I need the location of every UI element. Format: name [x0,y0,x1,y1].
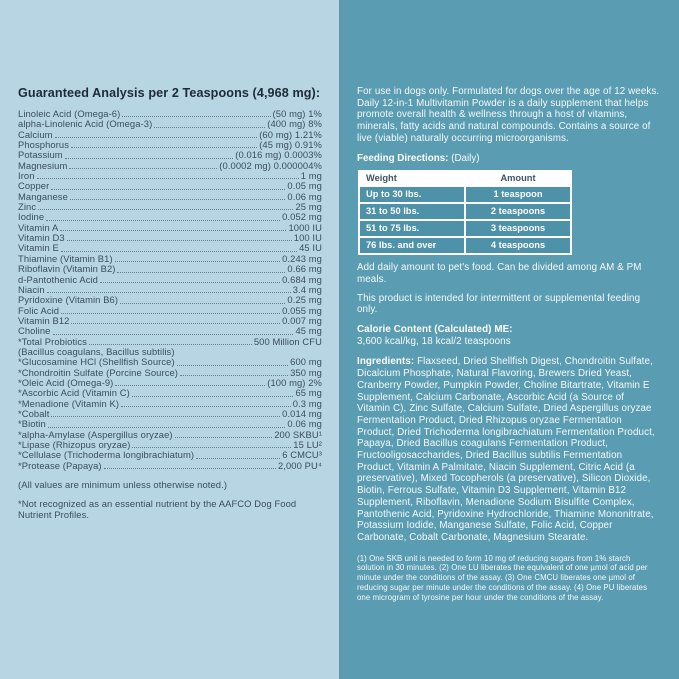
analysis-row [18,202,322,212]
nutrient-value: (60 mg) 1.21% [259,128,322,140]
nutrient-name: alpha-Linolenic Acid (Omega-3) [18,118,153,130]
amount-cell: 4 teaspoons [466,238,570,253]
nutrient-name: d-Pantothenic Acid [18,273,98,285]
nutrient-name: Manganese [18,190,68,202]
nutrient-name: Iron [18,170,35,182]
nutrient-name: *Cobalt [18,407,50,419]
nutrient-value: (45 mg) 0.91% [259,139,322,151]
dotted-leader [47,292,291,293]
dotted-leader [104,468,276,469]
feeding-table-row [360,204,570,219]
dotted-leader [175,437,273,438]
nutrient-value: 0.25 mg [287,294,322,306]
analysis-row [18,326,322,336]
feeding-directions-label: Feeding Directions: [357,152,449,164]
nutrient-name: Iodine [18,211,45,223]
nutrient-value: 500 Million CFU [253,335,322,347]
dotted-leader [196,458,280,459]
feeding-directions-heading [357,153,660,165]
feeding-table-row [360,187,570,202]
dotted-leader [71,323,280,324]
dotted-leader [71,147,257,148]
nutrient-value: 0.66 mg [287,263,322,275]
guaranteed-analysis-panel [0,0,339,679]
nutrient-value: 25 mg [295,201,322,213]
analysis-row [18,233,322,243]
nutrient-value: 3.4 mg [292,283,322,295]
minimum-values-note: (All values are minimum unless otherwise noted.) [18,479,228,491]
dotted-leader [55,137,258,138]
nutrient-value: 65 mg [295,387,322,399]
nutrient-name: *Protease (Papaya) [18,459,102,471]
analysis-row [18,316,322,326]
dotted-leader [70,199,286,200]
nutrient-value: 0.243 mg [282,252,322,264]
ingredients-paragraph [357,356,660,543]
dotted-leader [48,427,286,428]
dotted-leader [120,303,285,304]
weight-cell: 76 lbs. and over [360,238,464,253]
nutrient-name: *Total Probiotics [18,335,87,347]
dotted-leader [115,385,265,386]
nutrient-name: (Bacillus coagulans, Bacillus subtilis) [18,345,175,357]
feeding-table-row [360,221,570,236]
analysis-row [18,192,322,202]
analysis-row [18,275,322,285]
nutrient-value: 45 mg [295,325,322,337]
dotted-leader [100,282,280,283]
nutrient-name: Niacin [18,283,45,295]
nutrient-value: 350 mg [290,366,322,378]
nutrient-value: 200 SKBU¹ [274,428,322,440]
nutrient-value: 0.014 mg [282,407,322,419]
dotted-leader [37,178,299,179]
dotted-leader [38,209,293,210]
intro-paragraph: For use in dogs only. Formulated for dogs over the age of 12 weeks. Daily 12-in-1 Multivitamin Powder is a daily supplement that helps promote overall health & wellness through a host of vitamins, minerals, fatty acids and natural compounds. Contains a source of live (viable) naturally occurring microorganisms. [357,86,660,144]
analysis-row [18,264,322,274]
dotted-leader [117,272,285,273]
dotted-leader [65,158,234,159]
nutrient-name: Vitamin B12 [18,314,70,326]
nutrient-name: Potassium [18,149,63,161]
dotted-leader [67,240,292,241]
nutrient-name: Vitamin A [18,221,59,233]
dotted-leader [154,127,265,128]
weight-cell: Up to 30 lbs. [360,187,464,202]
nutrient-name: *Glucosamine HCl (Shellfish Source) [18,356,175,368]
analysis-row [18,295,322,305]
feeding-table-body [360,187,570,253]
nutrient-value: 15 LU² [293,439,322,450]
analysis-row [18,171,322,181]
feeding-table-header-weight: Weight [360,172,464,185]
nutrient-name: Vitamin E [18,242,59,254]
add-daily-paragraph: Add daily amount to pet's food. Can be divided among AM & PM meals. [357,262,642,285]
nutrient-value: (100 mg) 2% [267,376,322,388]
nutrient-name: Zinc [18,201,37,213]
nutrient-name: *Cellulase (Trichoderma longibrachiatum) [18,449,195,461]
nutrient-value: 0.05 mg [287,180,322,192]
dotted-leader [132,447,291,448]
calorie-content-value: 3,600 kcal/kg, 18 kcal/2 teaspoons [357,335,511,347]
feeding-table-row [360,238,570,253]
nutrient-value: (50 mg) 1% [272,108,322,119]
nutrient-value: 0.06 mg [287,190,322,202]
analysis-row [18,161,322,171]
nutrient-name: *Lipase (Rhizopus oryzae) [18,439,131,450]
nutrient-name: Phosphorus [18,139,70,151]
dotted-leader [121,406,291,407]
ingredients-label: Ingredients: [357,356,415,368]
nutrient-value: 600 mg [290,356,322,368]
dotted-leader [51,416,280,417]
dotted-leader [51,189,285,190]
analysis-row [18,399,322,409]
dotted-leader [69,168,217,169]
unit-definition-footnotes: (1) One SKB unit is needed to form 10 mg of reducing sugars from 1% starch solution in 30 minutes. (2) One LU liberates the equivalent of one µmol of acid per minute under the conditions of the assay. (3) One CMCU liberates one µmol of reducing sugar per minute under the conditions of the assay. (4) One PU liberates one microgram of tyrosine per hour under the conditions of the assay. [357,553,648,602]
analysis-list [18,109,322,471]
feeding-table [358,170,572,255]
nutrient-value: 100 IU [293,232,322,244]
nutrient-name: *Ascorbic Acid (Vitamin C) [18,387,130,399]
nutrient-value: 2,000 PU⁴ [277,459,322,471]
dotted-leader [132,396,294,397]
feeding-directions-frequency: (Daily) [451,152,480,164]
nutrient-name: Vitamin D3 [18,232,65,244]
usage-info-panel [339,0,679,679]
amount-cell: 3 teaspoons [466,221,570,236]
nutrient-name: Copper [18,180,50,192]
weight-cell: 51 to 75 lbs. [360,221,464,236]
nutrient-value: 1000 IU [288,221,322,233]
nutrient-name: Folic Acid [18,304,60,316]
nutrient-name: Linoleic Acid (Omega-6) [18,108,121,119]
dotted-leader [61,313,280,314]
intermittent-feeding-paragraph: This product is intended for intermittent or supplemental feeding only. [357,292,641,316]
nutrient-value: (0.016 mg) 0.0003% [235,149,322,161]
aafco-note: *Not recognized as an essential nutrient by the AAFCO Dog Food Nutrient Profiles. [18,498,297,521]
analysis-row [18,461,322,471]
nutrient-value: 0.052 mg [282,211,322,223]
dotted-leader [177,365,288,366]
ingredients-list: Flaxseed, Dried Shellfish Digest, Chondroitin Sulfate, Dicalcium Phosphate, Natural Flavoring, Brewers Dried Yeast, Cranberry Powder, Pumpkin Powder, Choline Bitartrate, Vitamin E Supplement, Calcium Carbonate, Ascorbic Acid (a Source of Vitamin C), Zinc Sulfate, Calcium Sulfate, Dried Aspergillus oryzae Fermentation Product, Dried Rhizopus oryzae Fermentation Product, Dried Trichoderma longibrachiatum Fermentation Product, Papaya, Dried Bacillus coagulans Fermentation Product, Fructooligosaccharides, Dried Bacillus subtilis Fermentation Product, Vitamin A Palmitate, Niacin Supplement, Citric Acid (a preservative), Mixed Tocopherols (a preservative), Silicon Dioxide, Biotin, Ferrous Sulfate, Vitamin D3 Supplement, Vitamin B12 Supplement, Riboflavin, Menadione Sodium Bisulfite Complex, Pantothenic Acid, Pyridoxine Hydrochloride, Thiamine Mononitrate, Potassium Iodide, Manganese Sulfate, Folic Acid, Copper Carbonate, Cobalt Carbonate, Magnesium Stearate. [357,356,655,543]
guaranteed-analysis-title: Guaranteed Analysis per 2 Teaspoons (4,968 mg): [18,86,321,100]
weight-cell: 31 to 50 lbs. [360,204,464,219]
nutrient-value: 0.055 mg [282,304,322,316]
dotted-leader [115,261,280,262]
nutrient-name: *Menadione (Vitamin K) [18,397,120,409]
nutrient-name: Riboflavin (Vitamin B2) [18,263,116,275]
nutrient-name: Choline [18,325,51,337]
dotted-leader [60,230,286,231]
nutrient-value: 45 IU [299,242,322,254]
analysis-row [18,409,322,419]
amount-cell: 2 teaspoons [466,204,570,219]
nutrient-value: 0.007 mg [282,314,322,326]
nutrient-value: (400 mg) 8% [267,118,322,130]
nutrient-name: Pyridoxine (Vitamin B6) [18,294,119,306]
nutrient-value: 0.06 mg [287,418,322,430]
nutrient-name: Magnesium [18,159,68,171]
nutrient-name: *Oleic Acid (Omega-9) [18,376,114,388]
nutrient-name: Thiamine (Vitamin B1) [18,252,113,264]
nutrient-value: 0.3 mg [292,397,322,409]
nutrient-name: *Chondroitin Sulfate (Porcine Source) [18,366,179,378]
nutrient-value: 6 CMCU³ [282,449,322,461]
dotted-leader [180,375,288,376]
nutrient-value: 1 mg [300,170,322,182]
dotted-leader [53,334,294,335]
nutrient-name: *Biotin [18,418,46,430]
dotted-leader [122,116,270,117]
nutrient-name: Calcium [18,128,53,140]
dotted-leader [61,251,297,252]
nutrient-value: 0.684 mg [282,273,322,285]
nutrient-name: *alpha-Amylase (Aspergillus oryzae) [18,428,173,440]
analysis-row [18,212,322,222]
feeding-table-header-amount: Amount [466,172,570,185]
nutrient-value: (0.0002 mg) 0.000004% [219,159,322,171]
dotted-leader [46,220,280,221]
dotted-leader [89,344,252,345]
calorie-content-heading: Calorie Content (Calculated) ME: [357,324,513,336]
amount-cell: 1 teaspoon [466,187,570,202]
feeding-table-header [360,172,570,185]
